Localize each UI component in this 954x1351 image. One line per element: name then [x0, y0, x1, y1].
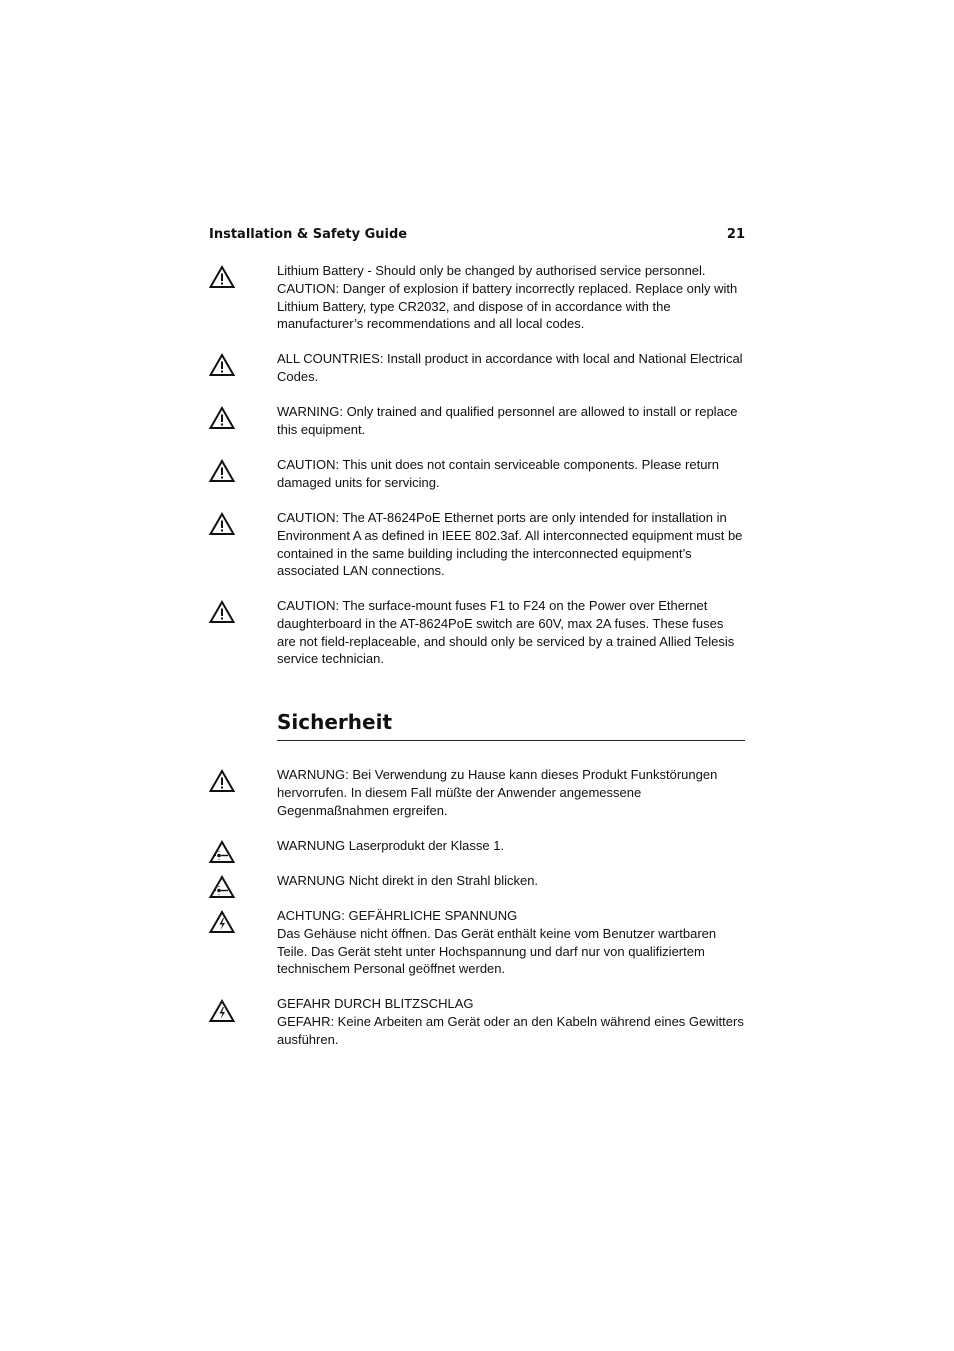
entry-line: WARNING: Only trained and qualified personnel are allowed to install or replace this equipment.: [277, 404, 738, 437]
entry-text: [277, 262, 745, 333]
warning-triangle-icon: [209, 600, 235, 624]
warning-triangle-icon: [209, 512, 235, 536]
electrical-hazard-icon: [209, 910, 235, 934]
laser-warning-icon: [209, 875, 235, 899]
entry-text: [277, 766, 745, 819]
entry-line: CAUTION: The surface-mount fuses F1 to F24 on the Power over Ethernet daughterboard in the AT-8624PoE switch are 60V, max 2A fuses. These fuses are not field-replaceable, and should only be serviced by a trained Allied Telesis service technician.: [277, 598, 735, 667]
section-divider: [277, 740, 745, 741]
entry-line: WARNUNG Nicht direkt in den Strahl blicken.: [277, 873, 539, 888]
electrical-hazard-icon: [209, 999, 235, 1023]
entry-text: [277, 350, 745, 386]
entry-line: ALL COUNTRIES: Install product in accordance with local and National Electrical Codes.: [277, 351, 743, 384]
entry-line: WARNUNG Laserprodukt der Klasse 1.: [277, 838, 505, 853]
page-number: 21: [726, 227, 745, 242]
entry-text: [277, 456, 745, 492]
entry-text: [277, 509, 745, 580]
entry-line: CAUTION: The AT-8624PoE Ethernet ports are only intended for installation in Environment A as defined in IEEE 802.3af. All interconnected equipment must be contained in the same building including the interconnected equipment’s associated LAN connections.: [277, 510, 743, 579]
entry-text: [277, 872, 745, 890]
warning-triangle-icon: [209, 769, 235, 793]
entry-line: GEFAHR DURCH BLITZSCHLAG: [277, 996, 474, 1011]
entry-line: GEFAHR: Keine Arbeiten am Gerät oder an den Kabeln während eines Gewitters ausführen.: [277, 1013, 744, 1047]
warning-triangle-icon: [209, 406, 235, 430]
laser-warning-icon: [209, 840, 235, 864]
warning-triangle-icon: [209, 265, 235, 289]
entry-text: [277, 403, 745, 439]
entry-line: ACHTUNG: GEFÄHRLICHE SPANNUNG: [277, 908, 518, 923]
document-title: Installation & Safety Guide: [209, 227, 408, 242]
entry-line: Das Gehäuse nicht öffnen. Das Gerät enthält keine vom Benutzer wartbaren Teile. Das Gerät steht unter Hochspannung und darf nur von qualifiziertem technischem Personal geöffnet werden.: [277, 925, 717, 977]
warning-triangle-icon: [209, 353, 235, 377]
entry-line: CAUTION: This unit does not contain serviceable components. Please return damaged units for servicing.: [277, 457, 719, 490]
entry-text: [277, 837, 745, 855]
entry-line: CAUTION: Danger of explosion if battery incorrectly replaced. Replace only with Lithium Battery, type CR2032, and dispose of in accordance with the manufacturer’s recommendations and all local codes.: [277, 280, 738, 332]
section-heading: Sicherheit: [277, 710, 392, 734]
entry-text: [277, 995, 745, 1048]
entry-text: [277, 907, 745, 978]
entry-line: WARNUNG: Bei Verwendung zu Hause kann dieses Produkt Funkstörungen hervorrufen. In diesem Fall müßte der Anwender angemessene Gegenmaßnahmen ergreifen.: [277, 767, 718, 818]
running-header: [209, 227, 745, 247]
entry-text: [277, 597, 745, 668]
entry-line: Lithium Battery - Should only be changed by authorised service personnel.: [277, 263, 706, 278]
warning-triangle-icon: [209, 459, 235, 483]
